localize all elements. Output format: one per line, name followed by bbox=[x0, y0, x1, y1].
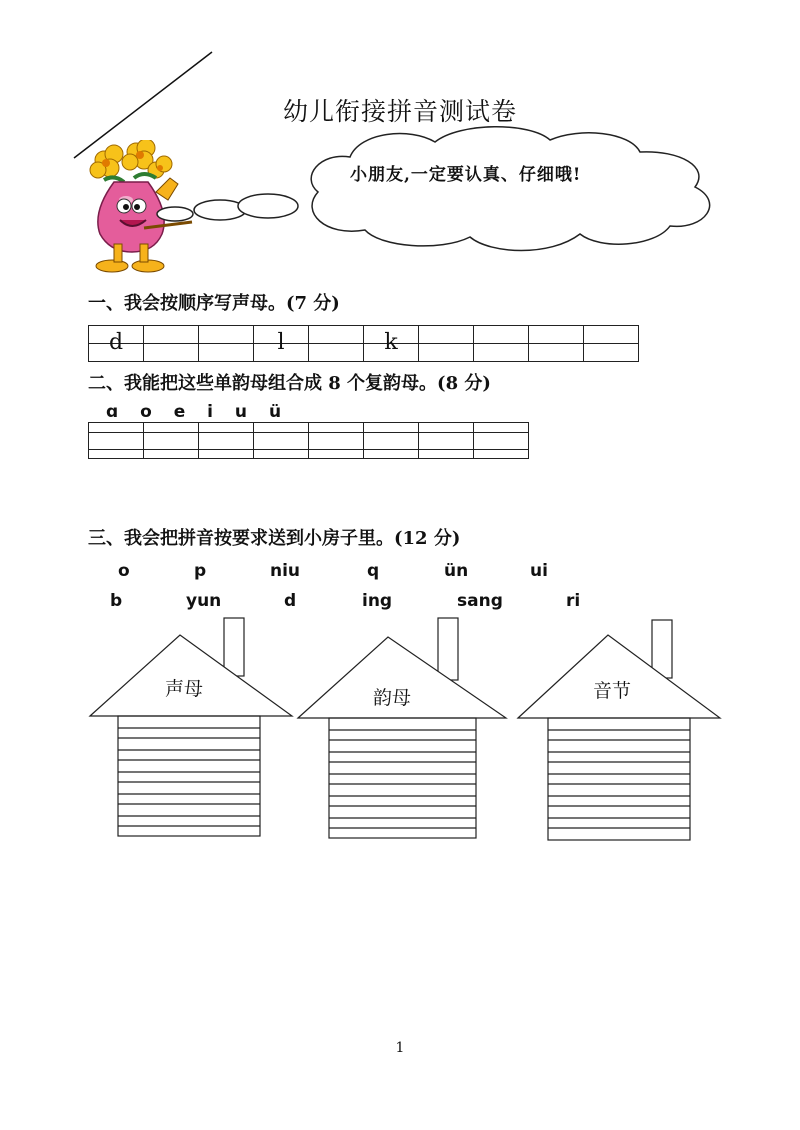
pinyin-item: ri bbox=[566, 591, 581, 611]
writing-cell[interactable] bbox=[309, 326, 364, 362]
house-yunmu bbox=[298, 618, 506, 838]
writing-cell[interactable] bbox=[199, 326, 254, 362]
pinyin-item: o bbox=[118, 561, 130, 581]
section-1-writing-grid bbox=[88, 325, 639, 362]
writing-cell[interactable] bbox=[474, 326, 529, 362]
cell-letter: d bbox=[108, 330, 124, 355]
pinyin-item: yun bbox=[186, 591, 222, 611]
writing-cell[interactable] bbox=[474, 423, 529, 459]
vowel: i bbox=[207, 402, 213, 422]
house-label: 音节 bbox=[593, 680, 632, 702]
vowel: e bbox=[173, 402, 186, 422]
section-3-heading: 三、我会把拼音按要求送到小房子里。(12 分) bbox=[88, 528, 461, 549]
writing-cell[interactable] bbox=[89, 423, 144, 459]
pinyin-item: sang bbox=[457, 591, 503, 611]
pinyin-item: b bbox=[110, 591, 123, 611]
vowel-list bbox=[106, 402, 297, 422]
writing-cell[interactable] bbox=[144, 326, 199, 362]
writing-cell[interactable] bbox=[89, 326, 144, 362]
pinyin-item: ing bbox=[362, 591, 393, 611]
page-title: 幼儿衔接拼音测试卷 bbox=[282, 97, 517, 126]
houses-diagram bbox=[88, 615, 728, 845]
thought-bubble-cloud bbox=[150, 122, 730, 262]
house-shengmu bbox=[90, 618, 292, 836]
writing-cell[interactable] bbox=[254, 423, 309, 459]
writing-cell[interactable] bbox=[529, 326, 584, 362]
section-1-heading: 一、我会按顺序写声母。(7 分) bbox=[88, 293, 340, 314]
page-number: 1 bbox=[395, 1040, 405, 1056]
cell-letter: l bbox=[277, 330, 285, 355]
bubble-text: 小朋友,一定要认真、仔细哦! bbox=[350, 165, 582, 185]
writing-cell[interactable] bbox=[419, 326, 474, 362]
pinyin-item: ui bbox=[530, 561, 548, 581]
house-yinjie bbox=[518, 620, 720, 840]
section-2-writing-grid bbox=[88, 422, 529, 459]
pinyin-item: p bbox=[194, 561, 207, 581]
writing-cell[interactable] bbox=[254, 326, 309, 362]
house-label: 声母 bbox=[165, 678, 204, 700]
writing-cell[interactable] bbox=[364, 326, 419, 362]
cell-letter: k bbox=[384, 330, 398, 355]
pinyin-item: q bbox=[367, 561, 380, 581]
vowel: ü bbox=[268, 402, 282, 422]
pinyin-item: niu bbox=[270, 561, 301, 581]
vowel: u bbox=[234, 402, 248, 422]
writing-cell[interactable] bbox=[364, 423, 419, 459]
section-2-heading: 二、我能把这些单韵母组合成 8 个复韵母。(8 分) bbox=[88, 373, 491, 394]
writing-cell[interactable] bbox=[309, 423, 364, 459]
writing-cell[interactable] bbox=[199, 423, 254, 459]
house-label: 韵母 bbox=[373, 687, 412, 709]
writing-cell[interactable] bbox=[584, 326, 639, 362]
vowel: o bbox=[140, 402, 152, 422]
pinyin-item: d bbox=[284, 591, 297, 611]
writing-cell[interactable] bbox=[144, 423, 199, 459]
pinyin-item: ün bbox=[444, 561, 469, 581]
vowel: ɑ bbox=[106, 402, 119, 422]
writing-cell[interactable] bbox=[419, 423, 474, 459]
